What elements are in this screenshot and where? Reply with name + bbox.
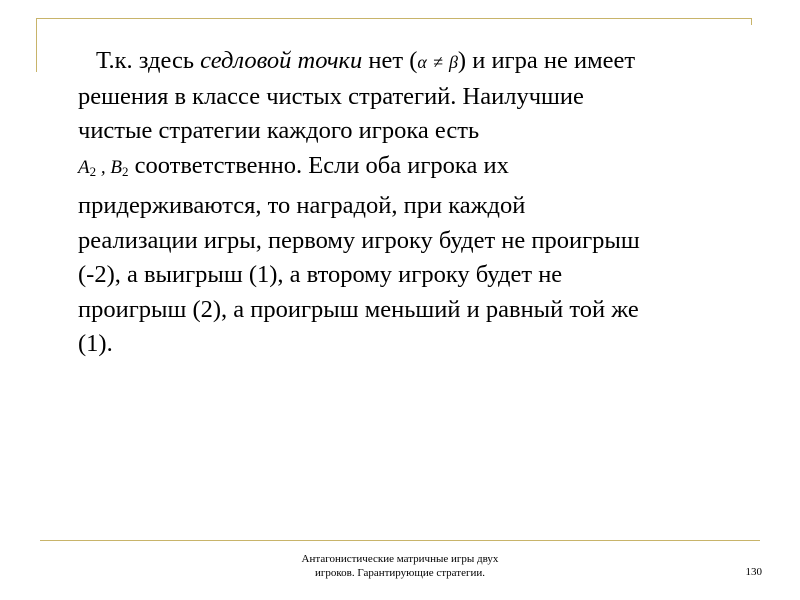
para2-line6: (1). xyxy=(78,330,113,357)
italic-term: седловой точки xyxy=(200,47,363,74)
para2-line3: реализации игры, первому игроку будет не проигрыш xyxy=(78,226,640,254)
para1-line3: чистые стратегии каждого игрока есть xyxy=(78,117,480,144)
beta-symbol: β xyxy=(448,52,458,72)
formula-a2-b2: $A_2$ , $B_2$ xyxy=(78,156,129,179)
para1-line2: решения в классе чистых стратегий. Наилучшие xyxy=(78,82,584,110)
alpha-symbol: α xyxy=(417,52,427,72)
neq-symbol: ≠ xyxy=(432,52,443,72)
para2-line5: проигрыш (2), а проигрыш меньший и равный той же xyxy=(78,295,639,323)
footer-title xyxy=(260,552,540,580)
para1-line1: Т.к. здесь седловой точки нет (α ≠ β) и игра не имеет xyxy=(96,47,636,74)
frame-top-line xyxy=(36,18,752,19)
para2-line2: придерживаются, то наградой, при каждой xyxy=(78,192,526,219)
footer-title-line1: Антагонистические матричные игры двух xyxy=(301,553,499,565)
para2-line4: (-2), а выигрыш (1), а второму игроку будет не xyxy=(78,261,563,288)
footer-divider xyxy=(40,540,760,541)
slide-body xyxy=(78,44,758,362)
footer-title-line2: игроков. Гарантирующие стратегии. xyxy=(314,567,486,579)
frame-right-line xyxy=(751,18,752,25)
page-number: 130 xyxy=(745,566,762,578)
para2-line1: $A_2$ , $B_2$ соответственно. Если оба игрока их xyxy=(78,151,509,179)
frame-left-line xyxy=(36,18,37,72)
